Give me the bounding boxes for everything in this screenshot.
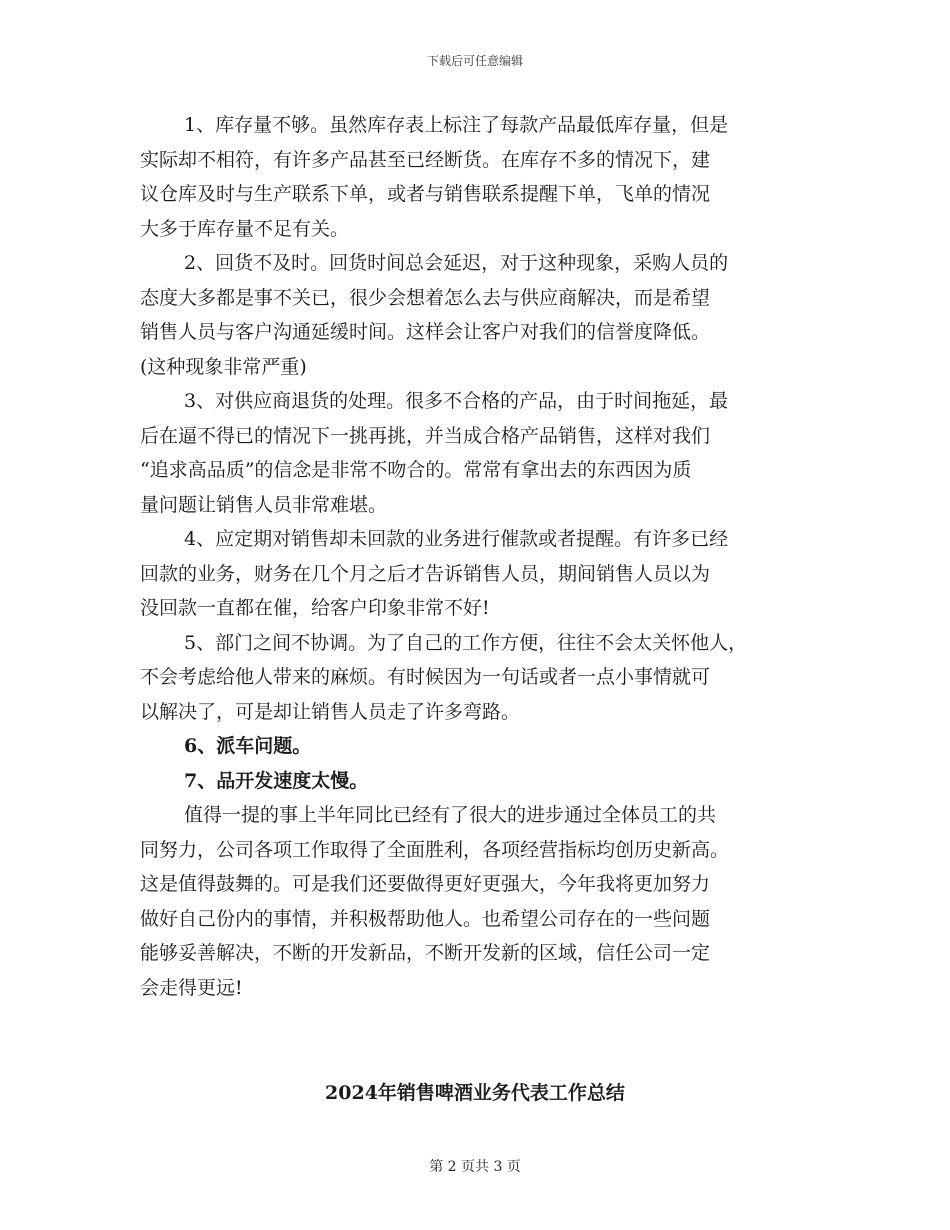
paragraph-line: 没回款一直都在催，给客户印象非常不好! xyxy=(140,597,490,619)
paragraph-conclusion xyxy=(140,798,820,1005)
paragraph-line: 1、库存量不够。虽然库存表上标注了每款产品最低库存量，但是 xyxy=(184,114,729,136)
paragraph-line: 同努力，公司各项工作取得了全面胜利，各项经营指标均创历史新高。 xyxy=(140,838,730,861)
paragraph-department-coordination xyxy=(140,626,820,730)
paragraph-line: 5、部门之间不协调。为了自己的工作方便，往往不会太关怀他人， xyxy=(184,631,748,654)
paragraph-line: 以解决了，可是却让销售人员走了许多弯路。 xyxy=(140,700,521,723)
paragraph-line: 大多于库存量不足有关。 xyxy=(140,217,350,240)
paragraph-line: (这种现象非常严重) xyxy=(140,355,307,378)
paragraph-line: 3、对供应商退货的处理。很多不合格的产品，由于时间拖延，最 xyxy=(184,390,729,412)
paragraph-line: 4、应定期对销售却未回款的业务进行催款或者提醒。有许多已经 xyxy=(184,528,729,550)
paragraph-line: 后在逼不得已的情况下一挑再挑，并当成合格产品销售，这样对我们 xyxy=(140,424,711,447)
paragraph-line: 会走得更远! xyxy=(140,976,243,999)
paragraph-return-goods-delay xyxy=(140,246,820,384)
header-note: 下载后可任意编辑 xyxy=(426,54,523,68)
paragraph-supplier-returns xyxy=(140,384,820,522)
paragraph-line: 量问题让销售人员非常难堪。 xyxy=(140,493,388,516)
paragraph-line: 2、回货不及时。回货时间总会延迟，对于这种现象，采购人员的 xyxy=(184,252,729,274)
paragraph-line: 实际却不相符，有许多产品甚至已经断货。在库存不多的情况下，建 xyxy=(140,148,711,171)
paragraph-line: 6、派车问题。 xyxy=(184,735,312,757)
paragraph-line: 做好自己份内的事情，并积极帮助他人。也希望公司存在的一些问题 xyxy=(140,907,711,930)
paragraph-line: 回款的业务，财务在几个月之后才告诉销售人员，期间销售人员以为 xyxy=(140,562,711,585)
document-body xyxy=(140,108,820,1005)
paragraph-line: 销售人员与客户沟通延缓时间。这样会让客户对我们的信誉度降低。 xyxy=(140,321,711,343)
document-title: 2024年销售啤酒业务代表工作总结 xyxy=(325,1082,625,1104)
paragraph-line: 能够妥善解决，不断的开发新品，不断开发新的区域，信任公司一定 xyxy=(140,942,711,964)
paragraph-line: 不会考虑给他人带来的麻烦。有时候因为一句话或者一点小事情就可 xyxy=(140,666,711,688)
paragraph-line: 7、品开发速度太慢。 xyxy=(184,769,369,792)
paragraph-line: “追求高品质”的信念是非常不吻合的。常常有拿出去的东西因为质 xyxy=(140,459,692,481)
paragraph-line: 这是值得鼓舞的。可是我们还要做得更好更强大，今年我将更加努力 xyxy=(140,873,711,895)
paragraph-payment-collection xyxy=(140,522,820,626)
page-number: 第 2 页共 3 页 xyxy=(429,1159,521,1175)
paragraph-line: 议仓库及时与生产联系下单，或者与销售联系提醒下单，飞单的情况 xyxy=(140,183,711,205)
paragraph-line: 态度大多都是事不关已，很少会想着怎么去与供应商解决，而是希望 xyxy=(140,286,711,309)
paragraph-product-development xyxy=(140,764,820,799)
paragraph-line: 值得一提的事上半年同比已经有了很大的进步通过全体员工的共 xyxy=(184,804,717,826)
paragraph-vehicle-dispatch xyxy=(140,729,820,764)
paragraph-inventory xyxy=(140,108,820,246)
